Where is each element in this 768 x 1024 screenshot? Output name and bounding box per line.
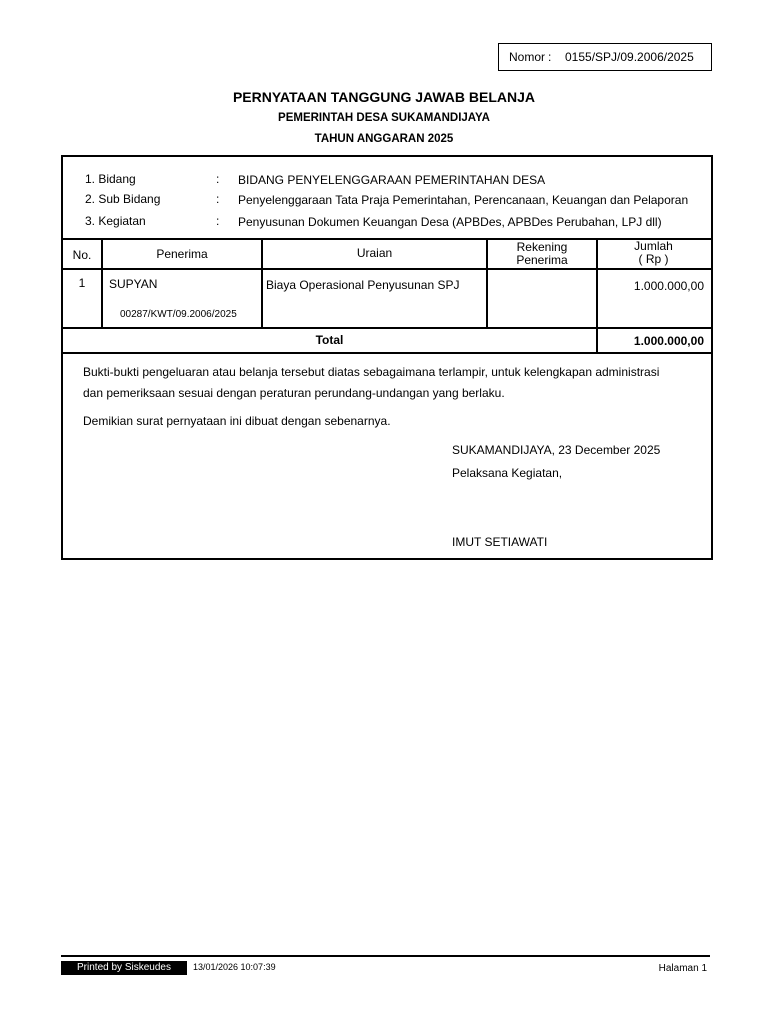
statement-line-3: Demikian surat pernyataan ini dibuat dengan sebenarnya.	[83, 414, 391, 428]
row-uraian: Biaya Operasional Penyusunan SPJ	[266, 278, 460, 292]
info-value-sub-bidang: Penyelenggaraan Tata Praja Pemerintahan, Perencanaan, Keuangan dan Pelaporan	[238, 193, 689, 207]
table-body-border	[63, 327, 711, 329]
header-jumlah	[598, 240, 709, 266]
header-penerima: Penerima	[156, 247, 208, 261]
table-total-border	[63, 352, 711, 354]
table-header-border	[63, 268, 711, 270]
print-timestamp: 13/01/2026 10:07:39	[193, 962, 276, 972]
colon: :	[548, 50, 552, 64]
row-jumlah: 1.000.000,00	[633, 279, 704, 293]
footer-divider	[61, 955, 710, 957]
total-label: Total	[315, 333, 344, 347]
header-rekening-line1: Rekening	[516, 240, 568, 254]
document-subtitle: PEMERINTAH DESA SUKAMANDIJAYA	[278, 112, 490, 124]
info-label-sub-bidang: 2. Sub Bidang	[85, 192, 161, 206]
header-no: No.	[72, 248, 92, 262]
total-value: 1.000.000,00	[633, 334, 704, 348]
main-frame	[61, 155, 713, 560]
header-uraian: Uraian	[356, 246, 393, 260]
document-title: PERNYATAAN TANGGUNG JAWAB BELANJA	[232, 89, 536, 105]
printed-by-badge: Printed by Siskeudes	[61, 961, 187, 975]
header-jumlah-line2: ( Rp )	[638, 252, 669, 266]
colon: :	[216, 192, 220, 206]
fiscal-year: TAHUN ANGGARAN 2025	[314, 133, 454, 145]
page-number: Halaman 1	[658, 963, 707, 974]
row-penerima: SUPYAN	[109, 277, 158, 291]
row-kwitansi-number: 00287/KWT/09.2006/2025	[120, 309, 237, 320]
info-value-bidang: BIDANG PENYELENGGARAAN PEMERINTAHAN DESA	[238, 173, 546, 187]
header-jumlah-line1: Jumlah	[634, 239, 673, 253]
header-rekening-line2: Penerima	[516, 253, 568, 267]
signature-name: IMUT SETIAWATI	[452, 535, 548, 549]
header-rekening	[488, 241, 596, 267]
signature-place-date: SUKAMANDIJAYA, 23 December 2025	[452, 443, 661, 457]
info-label-bidang: 1. Bidang	[85, 172, 136, 186]
colon: :	[216, 214, 220, 228]
document-number-label: Nomor	[509, 50, 546, 64]
signature-role: Pelaksana Kegiatan,	[452, 466, 563, 480]
document-number-box	[498, 43, 712, 71]
info-value-kegiatan: Penyusunan Dokumen Keuangan Desa (APBDes, APBDes Perubahan, LPJ dll)	[238, 215, 662, 229]
document-number-value: 0155/SPJ/09.2006/2025	[565, 50, 694, 64]
statement-line-2: dan pemeriksaan sesuai dengan peraturan perundang-undangan yang berlaku.	[83, 386, 505, 400]
colon: :	[216, 172, 220, 186]
info-label-kegiatan: 3. Kegiatan	[85, 214, 146, 228]
statement-line-1: Bukti-bukti pengeluaran atau belanja tersebut diatas sebagaimana terlampir, untuk kelengkapan administrasi	[83, 365, 660, 379]
row-no: 1	[78, 276, 86, 290]
